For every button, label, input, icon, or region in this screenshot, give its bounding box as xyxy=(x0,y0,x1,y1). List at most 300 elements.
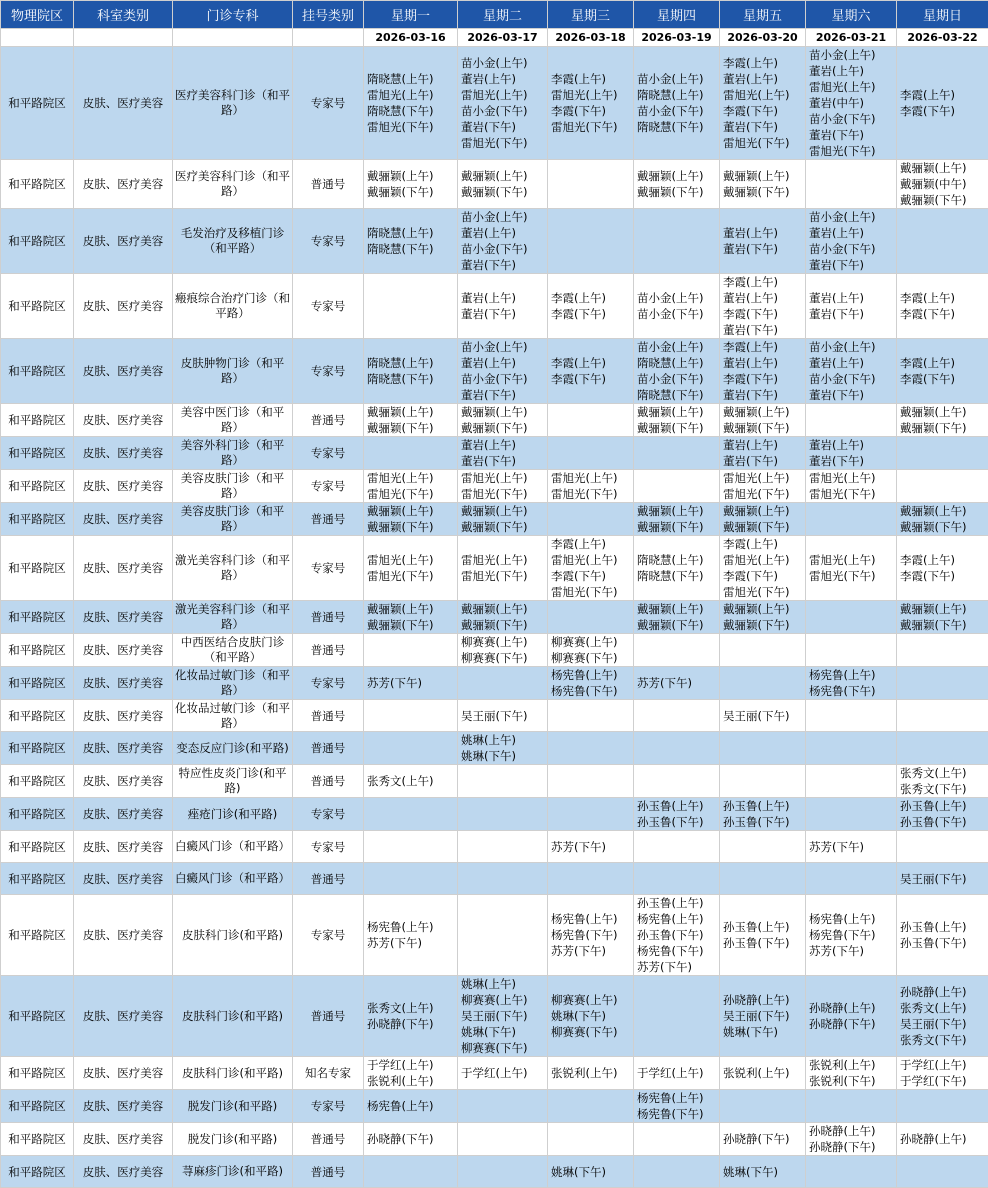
schedule-cell xyxy=(806,863,897,895)
schedule-cell xyxy=(634,634,720,667)
doctor-slot: 戴骊颖(上午) xyxy=(723,503,804,519)
doctor-slot: 姚琳(下午) xyxy=(723,1024,804,1040)
doctor-slot: 吴王丽(下午) xyxy=(461,1008,546,1024)
doctor-slot: 李霞(下午) xyxy=(551,306,632,322)
reg-type-cell: 普通号 xyxy=(293,404,364,437)
schedule-cell xyxy=(634,732,720,765)
doctor-slot: 雷旭光(下午) xyxy=(367,486,456,502)
campus-cell: 和平路院区 xyxy=(1,339,74,404)
date-cell: 2026-03-22 xyxy=(897,29,988,47)
date-cell: 2026-03-18 xyxy=(548,29,634,47)
schedule-cell xyxy=(364,601,458,634)
schedule-cell xyxy=(458,1156,548,1188)
clinic-cell: 皮肤科门诊(和平路) xyxy=(173,895,293,976)
doctor-slot: 隋晓慧(下午) xyxy=(637,568,718,584)
doctor-slot: 张锐利(上午) xyxy=(723,1065,804,1081)
schedule-cell xyxy=(897,732,988,765)
schedule-cell xyxy=(548,1156,634,1188)
schedule-cell xyxy=(364,437,458,470)
schedule-cell xyxy=(806,601,897,634)
doctor-slot: 姚琳(下午) xyxy=(551,1164,632,1180)
doctor-slot: 孙玉鲁(上午) xyxy=(637,895,718,911)
header-monday: 星期一 xyxy=(364,1,458,29)
schedule-cell xyxy=(548,601,634,634)
schedule-cell xyxy=(720,1057,806,1090)
schedule-cell xyxy=(634,339,720,404)
doctor-slot: 张锐利(下午) xyxy=(809,1073,895,1089)
schedule-cell xyxy=(720,601,806,634)
doctor-slot: 孙玉鲁(下午) xyxy=(900,935,987,951)
schedule-cell xyxy=(458,634,548,667)
schedule-cell xyxy=(548,765,634,798)
schedule-cell xyxy=(364,503,458,536)
reg-type-cell: 专家号 xyxy=(293,47,364,160)
dept-cell: 皮肤、医疗美容 xyxy=(74,700,173,732)
reg-type-cell: 普通号 xyxy=(293,863,364,895)
schedule-cell xyxy=(634,863,720,895)
schedule-cell xyxy=(364,732,458,765)
dept-cell: 皮肤、医疗美容 xyxy=(74,976,173,1057)
header-friday: 星期五 xyxy=(720,1,806,29)
doctor-slot: 吴王丽(下午) xyxy=(723,708,804,724)
doctor-slot: 杨宪鲁(下午) xyxy=(551,927,632,943)
campus-cell: 和平路院区 xyxy=(1,437,74,470)
doctor-slot: 李霞(下午) xyxy=(551,568,632,584)
doctor-slot: 孙玉鲁(上午) xyxy=(723,798,804,814)
doctor-slot: 雷旭光(上午) xyxy=(367,552,456,568)
doctor-slot: 戴骊颖(上午) xyxy=(461,503,546,519)
doctor-slot: 姚琳(上午) xyxy=(461,732,546,748)
clinic-cell: 美容外科门诊（和平路） xyxy=(173,437,293,470)
doctor-slot: 戴骊颖(下午) xyxy=(900,420,987,436)
doctor-slot: 戴骊颖(下午) xyxy=(637,420,718,436)
schedule-cell xyxy=(720,160,806,209)
doctor-slot: 苗小金(下午) xyxy=(809,371,895,387)
doctor-slot: 雷旭光(上午) xyxy=(723,552,804,568)
doctor-slot: 戴骊颖(上午) xyxy=(900,160,987,176)
schedule-cell xyxy=(634,160,720,209)
doctor-slot: 柳赛赛(上午) xyxy=(461,992,546,1008)
schedule-cell xyxy=(720,765,806,798)
schedule-cell xyxy=(634,1057,720,1090)
doctor-slot: 杨宪鲁(下午) xyxy=(809,683,895,699)
doctor-slot: 隋晓慧(下午) xyxy=(367,371,456,387)
doctor-slot: 于学红(上午) xyxy=(461,1065,546,1081)
doctor-slot: 李霞(上午) xyxy=(900,87,987,103)
schedule-cell xyxy=(897,634,988,667)
dept-cell: 皮肤、医疗美容 xyxy=(74,47,173,160)
header-tuesday: 星期二 xyxy=(458,1,548,29)
doctor-slot: 李霞(上午) xyxy=(723,536,804,552)
schedule-cell xyxy=(806,437,897,470)
doctor-slot: 杨宪鲁(上午) xyxy=(809,911,895,927)
schedule-cell xyxy=(548,503,634,536)
schedule-cell xyxy=(364,1123,458,1156)
doctor-slot: 于学红(上午) xyxy=(900,1057,987,1073)
doctor-slot: 杨宪鲁(上午) xyxy=(551,667,632,683)
doctor-slot: 孙玉鲁(上午) xyxy=(900,919,987,935)
header-dept: 科室类别 xyxy=(74,1,173,29)
doctor-slot: 柳赛赛(下午) xyxy=(551,1024,632,1040)
campus-cell: 和平路院区 xyxy=(1,700,74,732)
doctor-slot: 杨宪鲁(下午) xyxy=(551,683,632,699)
doctor-slot: 雷旭光(下午) xyxy=(551,486,632,502)
doctor-slot: 隋晓慧(上午) xyxy=(367,225,456,241)
schedule-cell xyxy=(806,976,897,1057)
schedule-cell xyxy=(548,976,634,1057)
dept-cell: 皮肤、医疗美容 xyxy=(74,601,173,634)
reg-type-cell: 普通号 xyxy=(293,601,364,634)
schedule-cell xyxy=(458,1090,548,1123)
doctor-slot: 柳赛赛(上午) xyxy=(551,634,632,650)
doctor-slot: 戴骊颖(下午) xyxy=(461,420,546,436)
schedule-cell xyxy=(458,765,548,798)
doctor-slot: 苗小金(下午) xyxy=(461,241,546,257)
doctor-slot: 苗小金(上午) xyxy=(461,55,546,71)
doctor-slot: 戴骊颖(下午) xyxy=(461,617,546,633)
schedule-cell xyxy=(897,798,988,831)
doctor-slot: 孙晓静(下午) xyxy=(809,1016,895,1032)
doctor-slot: 苗小金(上午) xyxy=(637,339,718,355)
schedule-cell xyxy=(897,863,988,895)
table-row xyxy=(1,1156,988,1188)
doctor-slot: 戴骊颖(上午) xyxy=(367,601,456,617)
doctor-slot: 雷旭光(上午) xyxy=(461,552,546,568)
doctor-slot: 孙玉鲁(下午) xyxy=(637,927,718,943)
doctor-slot: 雷旭光(上午) xyxy=(723,87,804,103)
schedule-cell xyxy=(806,503,897,536)
doctor-slot: 董岩(上午) xyxy=(809,437,895,453)
schedule-cell xyxy=(548,831,634,863)
doctor-slot: 雷旭光(下午) xyxy=(461,486,546,502)
dept-cell: 皮肤、医疗美容 xyxy=(74,732,173,765)
campus-cell: 和平路院区 xyxy=(1,976,74,1057)
doctor-slot: 戴骊颖(下午) xyxy=(723,617,804,633)
header-row xyxy=(1,1,988,29)
schedule-cell xyxy=(548,895,634,976)
schedule-cell xyxy=(897,47,988,160)
date-cell: 2026-03-16 xyxy=(364,29,458,47)
doctor-slot: 雷旭光(上午) xyxy=(551,552,632,568)
dept-cell: 皮肤、医疗美容 xyxy=(74,404,173,437)
schedule-cell xyxy=(806,634,897,667)
doctor-slot: 董岩(上午) xyxy=(461,225,546,241)
schedule-cell xyxy=(548,700,634,732)
schedule-cell xyxy=(458,700,548,732)
doctor-slot: 戴骊颖(上午) xyxy=(461,404,546,420)
doctor-slot: 董岩(上午) xyxy=(461,290,546,306)
reg-type-cell: 普通号 xyxy=(293,976,364,1057)
schedule-cell xyxy=(897,404,988,437)
doctor-slot: 张秀文(上午) xyxy=(900,765,987,781)
schedule-cell xyxy=(364,470,458,503)
doctor-slot: 李霞(上午) xyxy=(723,55,804,71)
schedule-cell xyxy=(634,209,720,274)
doctor-slot: 隋晓慧(上午) xyxy=(637,355,718,371)
doctor-slot: 雷旭光(上午) xyxy=(809,552,895,568)
schedule-cell xyxy=(548,160,634,209)
doctor-slot: 戴骊颖(下午) xyxy=(723,519,804,535)
schedule-cell xyxy=(364,1156,458,1188)
schedule-cell xyxy=(897,274,988,339)
doctor-slot: 董岩(下午) xyxy=(461,119,546,135)
doctor-slot: 董岩(下午) xyxy=(809,306,895,322)
schedule-cell xyxy=(548,339,634,404)
schedule-cell xyxy=(458,1123,548,1156)
campus-cell: 和平路院区 xyxy=(1,601,74,634)
doctor-slot: 戴骊颖(上午) xyxy=(637,404,718,420)
dept-cell: 皮肤、医疗美容 xyxy=(74,503,173,536)
doctor-slot: 苏芳(下午) xyxy=(551,839,632,855)
doctor-slot: 戴骊颖(上午) xyxy=(900,404,987,420)
doctor-slot: 姚琳(下午) xyxy=(461,1024,546,1040)
schedule-cell xyxy=(897,831,988,863)
schedule-cell xyxy=(806,470,897,503)
doctor-slot: 苗小金(下午) xyxy=(809,111,895,127)
schedule-cell xyxy=(458,160,548,209)
table-row xyxy=(1,798,988,831)
doctor-slot: 隋晓慧(下午) xyxy=(637,387,718,403)
header-clinic: 门诊专科 xyxy=(173,1,293,29)
dept-cell: 皮肤、医疗美容 xyxy=(74,1090,173,1123)
schedule-cell xyxy=(634,667,720,700)
doctor-slot: 李霞(上午) xyxy=(900,355,987,371)
reg-type-cell: 普通号 xyxy=(293,503,364,536)
schedule-cell xyxy=(806,1057,897,1090)
doctor-slot: 柳赛赛(上午) xyxy=(551,992,632,1008)
doctor-slot: 雷旭光(下午) xyxy=(551,119,632,135)
doctor-slot: 董岩(上午) xyxy=(723,225,804,241)
schedule-cell xyxy=(720,976,806,1057)
doctor-slot: 柳赛赛(上午) xyxy=(461,634,546,650)
doctor-slot: 于学红(上午) xyxy=(367,1057,456,1073)
doctor-slot: 孙玉鲁(下午) xyxy=(723,814,804,830)
schedule-cell xyxy=(458,732,548,765)
doctor-slot: 董岩(下午) xyxy=(723,387,804,403)
clinic-cell: 中西医结合皮肤门诊（和平路） xyxy=(173,634,293,667)
schedule-cell xyxy=(806,667,897,700)
clinic-cell: 激光美容科门诊（和平路） xyxy=(173,536,293,601)
schedule-cell xyxy=(458,536,548,601)
campus-cell: 和平路院区 xyxy=(1,667,74,700)
schedule-cell xyxy=(806,536,897,601)
doctor-slot: 戴骊颖(中午) xyxy=(900,176,987,192)
date-cell: 2026-03-17 xyxy=(458,29,548,47)
campus-cell: 和平路院区 xyxy=(1,1123,74,1156)
reg-type-cell: 专家号 xyxy=(293,437,364,470)
doctor-slot: 孙晓静(下午) xyxy=(367,1131,456,1147)
doctor-slot: 姚琳(下午) xyxy=(461,748,546,764)
schedule-cell xyxy=(806,732,897,765)
clinic-cell: 皮肤科门诊(和平路) xyxy=(173,1057,293,1090)
table-row xyxy=(1,863,988,895)
clinic-cell: 皮肤肿物门诊（和平路） xyxy=(173,339,293,404)
dept-cell: 皮肤、医疗美容 xyxy=(74,209,173,274)
doctor-slot: 董岩(下午) xyxy=(723,322,804,338)
campus-cell: 和平路院区 xyxy=(1,895,74,976)
schedule-cell xyxy=(364,667,458,700)
doctor-slot: 隋晓慧(下午) xyxy=(367,103,456,119)
reg-type-cell: 专家号 xyxy=(293,667,364,700)
table-row xyxy=(1,634,988,667)
schedule-cell xyxy=(364,798,458,831)
clinic-cell: 白癜风门诊（和平路） xyxy=(173,831,293,863)
doctor-slot: 苏芳(下午) xyxy=(809,839,895,855)
doctor-slot: 雷旭光(下午) xyxy=(367,119,456,135)
doctor-slot: 苏芳(下午) xyxy=(809,943,895,959)
doctor-slot: 隋晓慧(上午) xyxy=(637,87,718,103)
schedule-cell xyxy=(364,209,458,274)
campus-cell: 和平路院区 xyxy=(1,47,74,160)
doctor-slot: 苗小金(上午) xyxy=(809,47,895,63)
doctor-slot: 李霞(上午) xyxy=(551,536,632,552)
schedule-cell xyxy=(458,339,548,404)
dept-cell: 皮肤、医疗美容 xyxy=(74,765,173,798)
campus-cell: 和平路院区 xyxy=(1,503,74,536)
campus-cell: 和平路院区 xyxy=(1,470,74,503)
doctor-slot: 戴骊颖(下午) xyxy=(637,617,718,633)
schedule-cell xyxy=(634,601,720,634)
campus-cell: 和平路院区 xyxy=(1,274,74,339)
schedule-cell xyxy=(458,863,548,895)
doctor-slot: 戴骊颖(上午) xyxy=(723,601,804,617)
schedule-cell xyxy=(720,1123,806,1156)
doctor-slot: 雷旭光(下午) xyxy=(723,135,804,151)
reg-type-cell: 专家号 xyxy=(293,339,364,404)
doctor-slot: 张锐利(上午) xyxy=(551,1065,632,1081)
clinic-cell: 美容皮肤门诊（和平路） xyxy=(173,470,293,503)
schedule-cell xyxy=(364,160,458,209)
schedule-cell xyxy=(897,765,988,798)
doctor-slot: 戴骊颖(下午) xyxy=(900,617,987,633)
table-row xyxy=(1,976,988,1057)
campus-cell: 和平路院区 xyxy=(1,1057,74,1090)
reg-type-cell: 专家号 xyxy=(293,470,364,503)
doctor-slot: 戴骊颖(下午) xyxy=(461,184,546,200)
schedule-cell xyxy=(806,47,897,160)
table-row xyxy=(1,1057,988,1090)
schedule-cell xyxy=(458,895,548,976)
campus-cell: 和平路院区 xyxy=(1,1090,74,1123)
campus-cell: 和平路院区 xyxy=(1,798,74,831)
doctor-slot: 雷旭光(上午) xyxy=(461,470,546,486)
schedule-cell xyxy=(720,437,806,470)
doctor-slot: 姚琳(下午) xyxy=(723,1164,804,1180)
schedule-cell xyxy=(806,339,897,404)
date-cell: 2026-03-21 xyxy=(806,29,897,47)
schedule-cell xyxy=(458,274,548,339)
clinic-cell: 变态反应门诊(和平路) xyxy=(173,732,293,765)
schedule-cell xyxy=(634,503,720,536)
table-row xyxy=(1,437,988,470)
doctor-slot: 董岩(下午) xyxy=(723,119,804,135)
reg-type-cell: 专家号 xyxy=(293,895,364,976)
doctor-slot: 雷旭光(上午) xyxy=(367,87,456,103)
clinic-cell: 皮肤科门诊(和平路) xyxy=(173,976,293,1057)
doctor-slot: 于学红(下午) xyxy=(900,1073,987,1089)
schedule-cell xyxy=(720,47,806,160)
schedule-cell xyxy=(364,536,458,601)
doctor-slot: 孙晓静(下午) xyxy=(809,1139,895,1155)
dept-cell: 皮肤、医疗美容 xyxy=(74,667,173,700)
table-row xyxy=(1,732,988,765)
schedule-cell xyxy=(897,209,988,274)
doctor-slot: 李霞(上午) xyxy=(551,355,632,371)
schedule-cell xyxy=(458,798,548,831)
doctor-slot: 苗小金(上午) xyxy=(809,339,895,355)
doctor-slot: 杨宪鲁(上午) xyxy=(367,1098,456,1114)
schedule-cell xyxy=(720,732,806,765)
schedule-cell xyxy=(548,274,634,339)
doctor-slot: 苏芳(下午) xyxy=(637,959,718,975)
clinic-cell: 美容中医门诊（和平路） xyxy=(173,404,293,437)
dept-cell: 皮肤、医疗美容 xyxy=(74,634,173,667)
schedule-cell xyxy=(897,536,988,601)
schedule-cell xyxy=(806,831,897,863)
doctor-slot: 戴骊颖(下午) xyxy=(367,519,456,535)
doctor-slot: 隋晓慧(上午) xyxy=(367,355,456,371)
doctor-slot: 孙玉鲁(下午) xyxy=(900,814,987,830)
doctor-slot: 吴王丽(下午) xyxy=(461,708,546,724)
doctor-slot: 张秀文(上午) xyxy=(367,1000,456,1016)
doctor-slot: 柳赛赛(下午) xyxy=(461,650,546,666)
dept-cell: 皮肤、医疗美容 xyxy=(74,1123,173,1156)
header-saturday: 星期六 xyxy=(806,1,897,29)
clinic-cell: 美容皮肤门诊（和平路） xyxy=(173,503,293,536)
schedule-cell xyxy=(806,1156,897,1188)
doctor-slot: 李霞(上午) xyxy=(551,290,632,306)
schedule-cell xyxy=(720,863,806,895)
campus-cell: 和平路院区 xyxy=(1,831,74,863)
schedule-cell xyxy=(897,160,988,209)
doctor-slot: 戴骊颖(上午) xyxy=(637,601,718,617)
reg-type-cell: 普通号 xyxy=(293,700,364,732)
clinic-cell: 毛发治疗及移植门诊（和平路） xyxy=(173,209,293,274)
reg-type-cell: 专家号 xyxy=(293,1090,364,1123)
schedule-cell xyxy=(364,339,458,404)
schedule-cell xyxy=(634,274,720,339)
schedule-cell xyxy=(634,895,720,976)
clinic-cell: 白癜风门诊（和平路） xyxy=(173,863,293,895)
doctor-slot: 苗小金(下午) xyxy=(461,103,546,119)
doctor-slot: 孙玉鲁(上午) xyxy=(637,798,718,814)
schedule-cell xyxy=(364,404,458,437)
schedule-cell xyxy=(634,404,720,437)
schedule-cell xyxy=(548,404,634,437)
schedule-cell xyxy=(548,798,634,831)
doctor-slot: 董岩(下午) xyxy=(809,257,895,273)
reg-type-cell: 普通号 xyxy=(293,732,364,765)
schedule-cell xyxy=(458,437,548,470)
doctor-slot: 戴骊颖(上午) xyxy=(900,503,987,519)
date-cell: 2026-03-20 xyxy=(720,29,806,47)
doctor-slot: 李霞(下午) xyxy=(900,306,987,322)
reg-type-cell: 普通号 xyxy=(293,765,364,798)
header-thursday: 星期四 xyxy=(634,1,720,29)
doctor-slot: 孙晓静(下午) xyxy=(723,1131,804,1147)
campus-cell: 和平路院区 xyxy=(1,536,74,601)
doctor-slot: 吴王丽(下午) xyxy=(900,871,987,887)
reg-type-cell: 普通号 xyxy=(293,160,364,209)
doctor-slot: 姚琳(下午) xyxy=(551,1008,632,1024)
doctor-slot: 董岩(下午) xyxy=(809,127,895,143)
schedule-cell xyxy=(548,863,634,895)
table-row xyxy=(1,274,988,339)
schedule-cell xyxy=(458,503,548,536)
doctor-slot: 李霞(上午) xyxy=(551,71,632,87)
clinic-cell: 痤疮门诊(和平路) xyxy=(173,798,293,831)
doctor-slot: 雷旭光(上午) xyxy=(367,470,456,486)
